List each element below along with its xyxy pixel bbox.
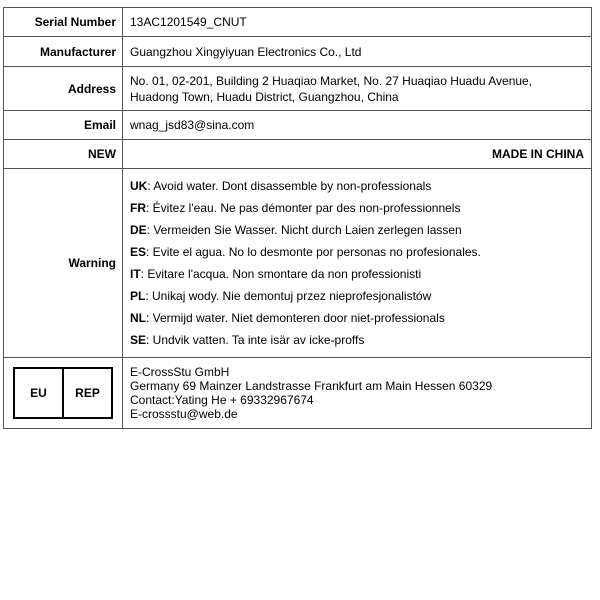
warning-line-es (130, 244, 584, 260)
product-info-table (3, 7, 592, 429)
warning-code: ES (130, 245, 147, 259)
address-line-1: No. 01, 02-201, Building 2 Huaqiao Market, No. 27 Huaqiao Huadu Avenue, (130, 73, 533, 88)
warning-code: IT (130, 267, 141, 281)
email-value: wnag_jsd83@sina.com (123, 111, 592, 140)
warning-code: SE (130, 333, 147, 347)
made-in-value: MADE IN CHINA (123, 140, 592, 169)
eu-rep-symbol-rep: REP (75, 386, 100, 400)
eu-rep-email: E-crossstu@web.de (130, 407, 238, 421)
address-line-2: Huadong Town, Huadu District, Guangzhou, China (130, 89, 399, 104)
warning-line-se (130, 332, 584, 348)
warning-label: Warning (4, 169, 123, 358)
warning-text: : Evitare l'acqua. Non smontare da non professionisti (140, 267, 422, 281)
warning-code: FR (130, 201, 146, 215)
eu-rep-symbol (13, 367, 113, 419)
new-row (4, 140, 592, 169)
eu-rep-details (123, 358, 592, 429)
warning-code: UK (130, 179, 148, 193)
eu-rep-symbol-cell (4, 358, 123, 429)
new-label: NEW (4, 140, 123, 169)
address-value (123, 67, 592, 111)
warning-text: : Unikaj wody. Nie demontuj przez nieprofesjonalistów (145, 289, 432, 303)
email-row (4, 111, 592, 140)
warning-code: NL (130, 311, 146, 325)
warning-code: PL (130, 289, 146, 303)
eu-rep-address: Germany 69 Mainzer Landstrasse Frankfurt am Main Hessen 60329 (130, 379, 493, 393)
warning-text: : Evite el agua. No lo desmonte por personas no profesionales. (146, 245, 481, 259)
warning-text: : Undvik vatten. Ta inte isär av icke-proffs (146, 333, 365, 347)
warning-code: DE (130, 223, 147, 237)
eu-rep-row (4, 358, 592, 429)
serial-number-row (4, 8, 592, 37)
email-label: Email (4, 111, 123, 140)
warning-text: : Vermijd water. Niet demonteren door niet-professionals (146, 311, 445, 325)
eu-rep-symbol-eu: EU (15, 369, 64, 417)
warning-line-nl (130, 310, 584, 326)
warning-text: : Avoid water. Dont disassemble by non-professionals (147, 179, 432, 193)
warning-text: : Vermeiden Sie Wasser. Nicht durch Laien zerlegen lassen (146, 223, 462, 237)
warning-line-pl (130, 288, 584, 304)
eu-rep-company: E-CrossStu GmbH (130, 365, 230, 379)
manufacturer-row (4, 37, 592, 67)
warning-line-fr (130, 200, 584, 216)
warning-list (123, 169, 592, 358)
serial-number-label: Serial Number (4, 8, 123, 37)
eu-rep-contact: Contact:Yating He + 69332967674 (130, 393, 314, 407)
serial-number-value: 13AC1201549_CNUT (123, 8, 592, 37)
warning-line-de (130, 222, 584, 238)
warning-text: : Évitez l'eau. Ne pas démonter par des non-professionnels (146, 201, 461, 215)
warning-line-uk (130, 178, 584, 194)
address-row (4, 67, 592, 111)
manufacturer-value: Guangzhou Xingyiyuan Electronics Co., Ltd (123, 37, 592, 67)
warning-line-it (130, 266, 584, 282)
address-label: Address (4, 67, 123, 111)
warning-row (4, 169, 592, 358)
manufacturer-label: Manufacturer (4, 37, 123, 67)
